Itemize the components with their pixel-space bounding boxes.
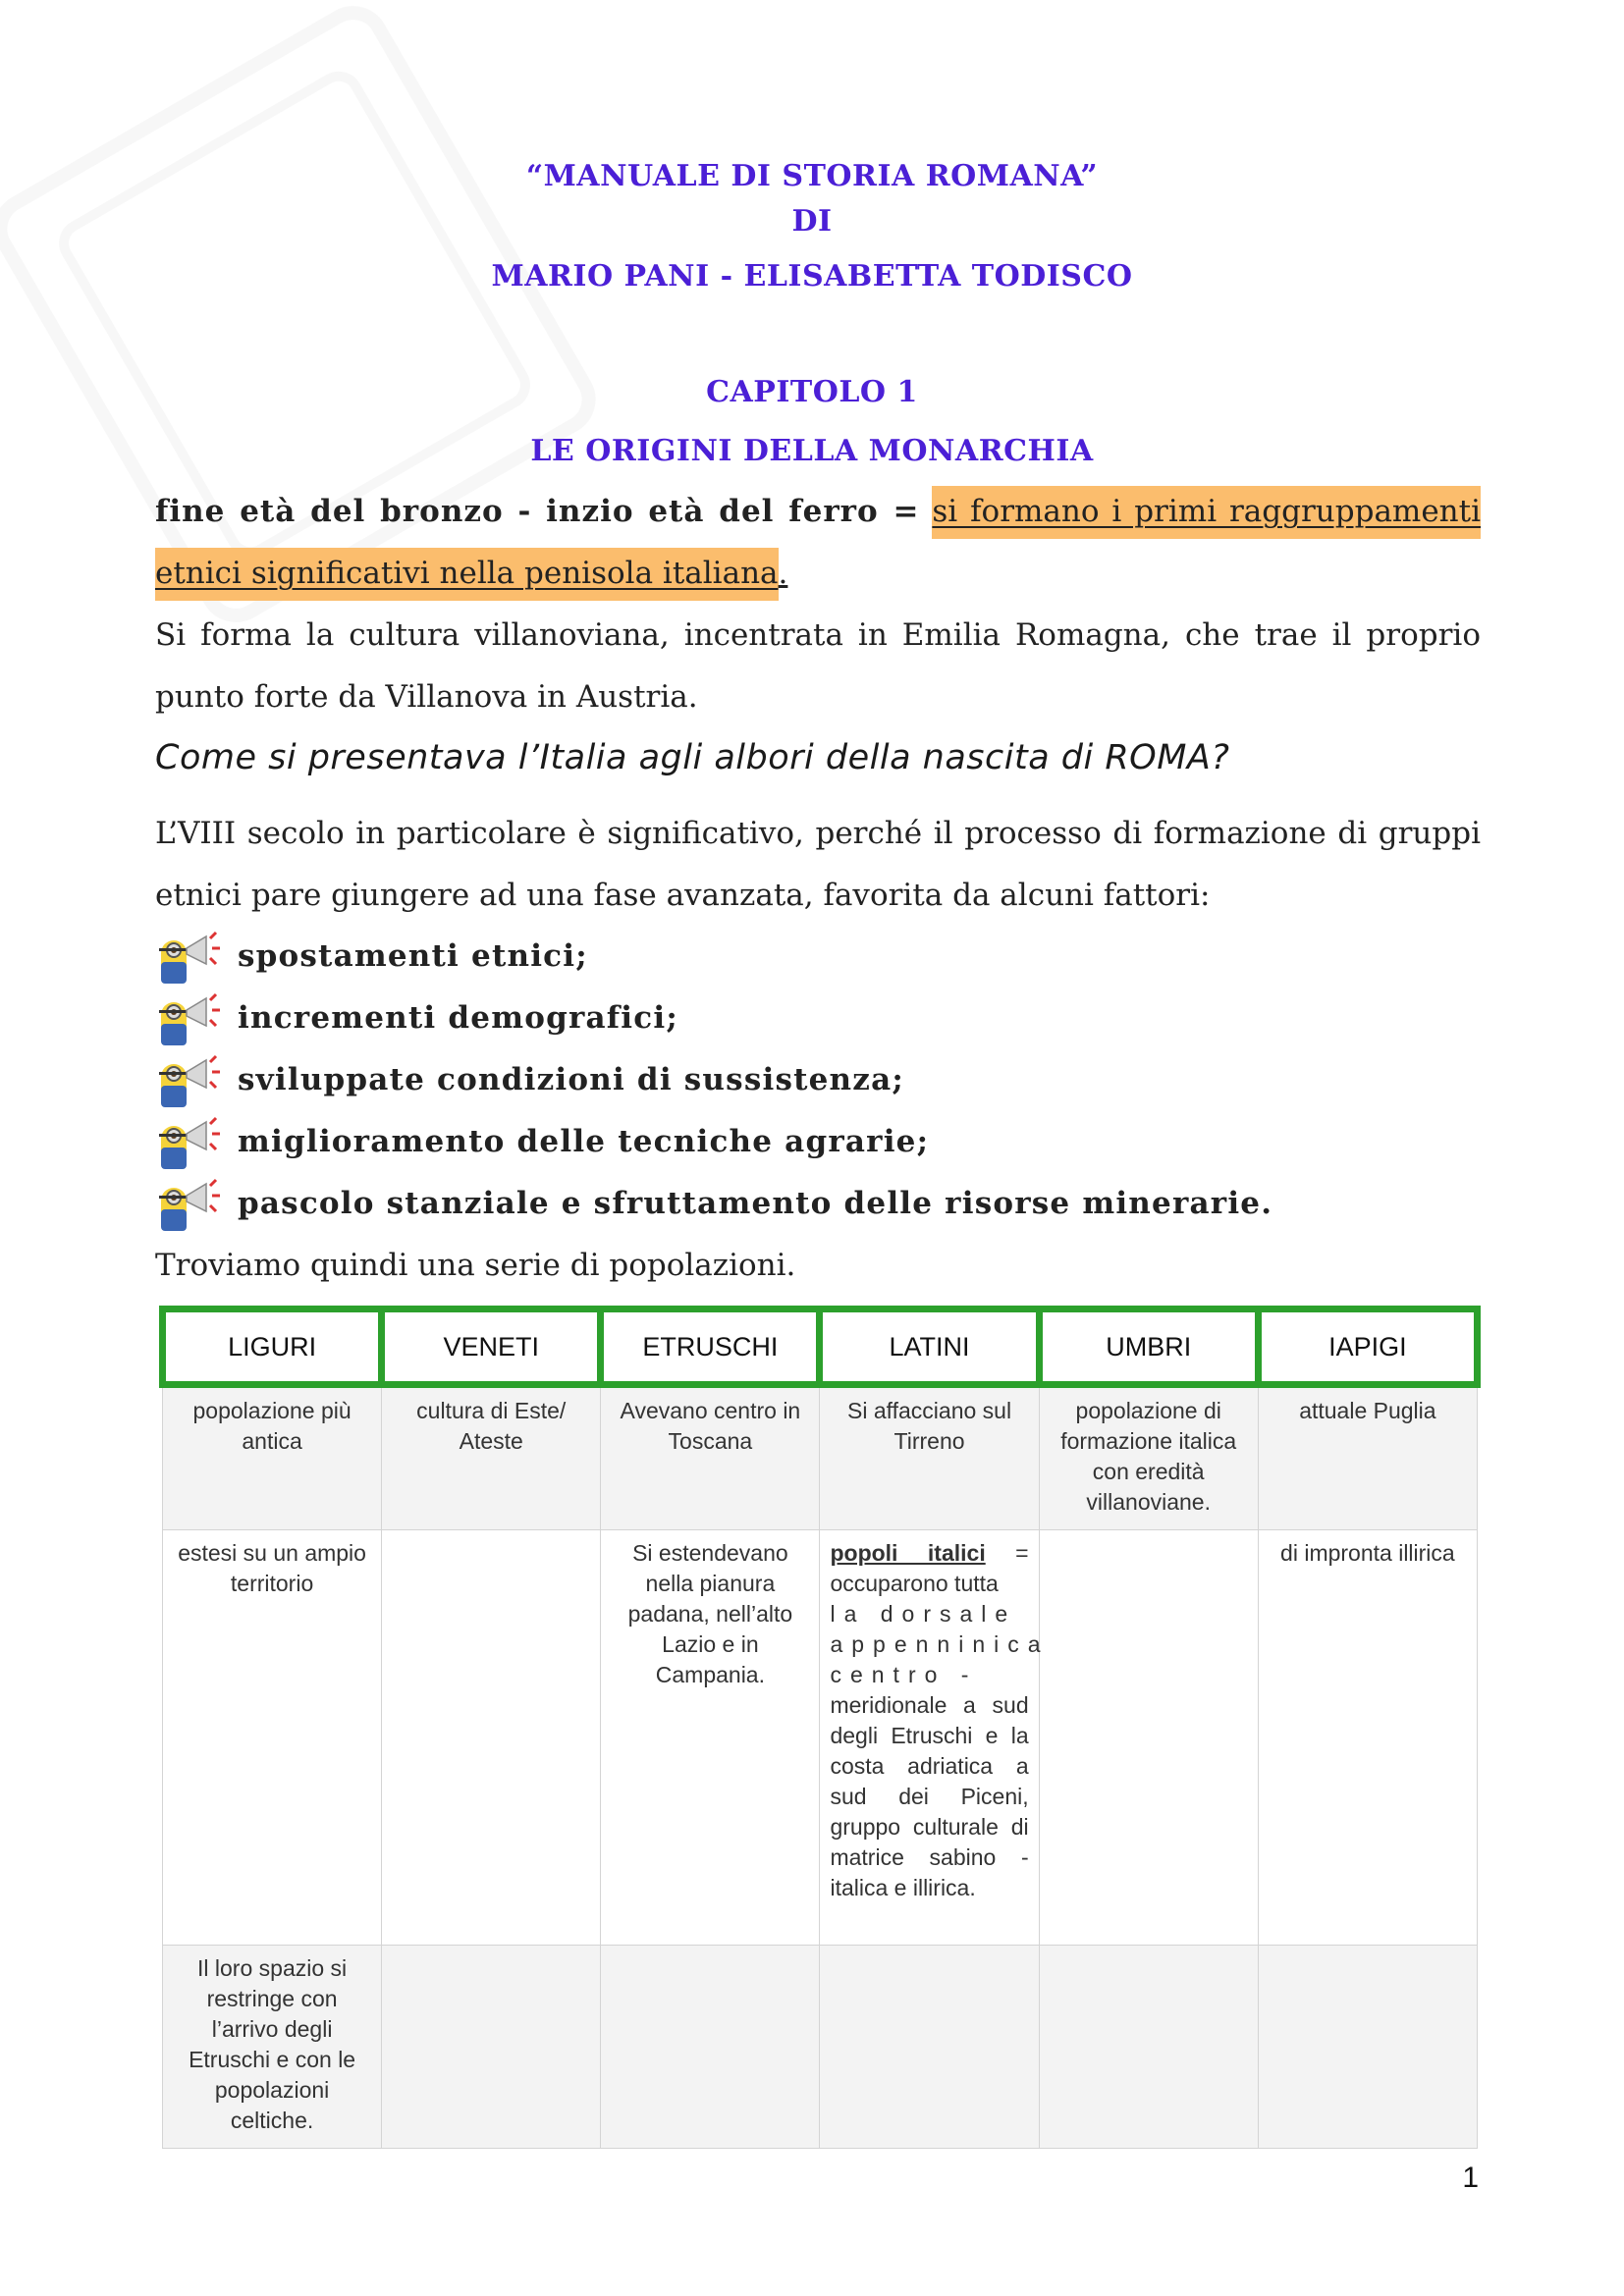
minion-megaphone-icon xyxy=(155,1174,238,1233)
table-row xyxy=(163,1530,1478,1946)
cell-umbri xyxy=(1039,1946,1258,2149)
cell-iapigi: di impronta illirica xyxy=(1258,1530,1477,1946)
popoli-italici-term: popoli italici xyxy=(830,1540,986,1566)
factor-label: spostamenti etnici; xyxy=(238,937,588,974)
list-item xyxy=(155,987,1481,1048)
minion-megaphone-icon xyxy=(155,1112,238,1171)
cell-etruschi xyxy=(601,1946,820,2149)
cell-liguri: estesi su un ampio territorio xyxy=(163,1530,382,1946)
page-number: 1 xyxy=(1462,2162,1479,2194)
table-row xyxy=(163,1385,1478,1530)
cell-iapigi: attuale Puglia xyxy=(1258,1385,1477,1530)
paragraph-viii-secolo: L’VIII secolo in particolare è significativo, perché il processo di formazione di gruppi etnici pare giungere ad una fase avanzata, favorita da alcuni fattori: xyxy=(155,816,1481,913)
factor-label: miglioramento delle tecniche agrarie; xyxy=(238,1123,930,1159)
cell-veneti xyxy=(382,1530,601,1946)
minion-megaphone-icon xyxy=(155,927,238,986)
equals-sign: = xyxy=(985,1540,1029,1566)
minion-megaphone-icon xyxy=(155,1050,238,1109)
latini-text-4: centro - xyxy=(830,1662,978,1687)
latini-text-2: la dorsale xyxy=(830,1601,1017,1627)
factor-label: pascolo stanziale e sfruttamento delle risorse minerarie. xyxy=(238,1185,1273,1221)
cell-latini xyxy=(820,1946,1039,2149)
list-item xyxy=(155,1172,1481,1234)
header-etruschi: ETRUSCHI xyxy=(601,1309,820,1385)
cell-iapigi xyxy=(1258,1946,1477,2149)
book-authors: MARIO PANI - ELISABETTA TODISCO xyxy=(491,259,1133,294)
header-umbri: UMBRI xyxy=(1039,1309,1258,1385)
paragraph-villanoviana: Si forma la cultura villanoviana, incentrata in Emilia Romagna, che trae il proprio punto forte da Villanova in Austria. xyxy=(155,617,1481,715)
intro-paragraph xyxy=(155,481,1481,605)
book-title: “MANUALE DI STORIA ROMANA” xyxy=(525,159,1099,193)
factors-list xyxy=(155,925,1481,1234)
header-veneti: VENETI xyxy=(382,1309,601,1385)
header-latini: LATINI xyxy=(820,1309,1039,1385)
cell-liguri: Il loro spazio si restringe con l’arrivo degli Etruschi e con le popolazioni celtiche. xyxy=(163,1946,382,2149)
chapter-title: LE ORIGINI DELLA MONARCHIA xyxy=(530,434,1094,468)
header-iapigi: IAPIGI xyxy=(1258,1309,1477,1385)
chapter-number: CAPITOLO 1 xyxy=(706,375,918,409)
table-header-row xyxy=(163,1309,1478,1385)
cell-latini: Si affacciano sul Tirreno xyxy=(820,1385,1039,1530)
header-liguri: LIGURI xyxy=(163,1309,382,1385)
cell-latini xyxy=(820,1530,1050,1946)
list-item xyxy=(155,1110,1481,1172)
cell-liguri: popolazione più antica xyxy=(163,1385,382,1530)
list-item xyxy=(155,1048,1481,1110)
intro-highlight: si formano i primi raggruppamenti etnici significativi nella penisola italiana xyxy=(155,486,1481,601)
list-item xyxy=(155,925,1481,987)
intro-bold-lead: fine età del bronzo - inzio età del ferro = xyxy=(155,494,920,529)
cell-etruschi: Avevano centro in Toscana xyxy=(601,1385,820,1530)
book-title-di: DI xyxy=(791,204,833,239)
factor-label: sviluppate condizioni di sussistenza; xyxy=(238,1061,905,1097)
cell-veneti: cultura di Este/ Ateste xyxy=(382,1385,601,1530)
table-row xyxy=(163,1946,1478,2149)
latini-text-5: meridionale a sud degli Etruschi e la costa adriatica a sud dei Piceni, gruppo culturale di matrice sabino - italica e illirica. xyxy=(830,1692,1029,1900)
latini-text-3: appenninica xyxy=(830,1631,1050,1657)
minion-megaphone-icon xyxy=(155,988,238,1047)
cell-veneti xyxy=(382,1946,601,2149)
section-heading: Come si presentava l’Italia agli albori della nascita di ROMA? xyxy=(155,738,1230,777)
intro-highlight-end: . xyxy=(778,556,788,591)
factor-label: incrementi demografici; xyxy=(238,999,678,1036)
cell-umbri: popolazione di formazione italica con eredità villanoviane. xyxy=(1039,1385,1258,1530)
cell-umbri xyxy=(1039,1530,1258,1946)
latini-text-1: occuparono tutta xyxy=(830,1571,999,1596)
paragraph-popolazioni: Troviamo quindi una serie di popolazioni. xyxy=(155,1248,796,1283)
cell-etruschi: Si estendevano nella pianura padana, nell’alto Lazio e in Campania. xyxy=(601,1530,820,1946)
populations-table xyxy=(159,1306,1481,2149)
